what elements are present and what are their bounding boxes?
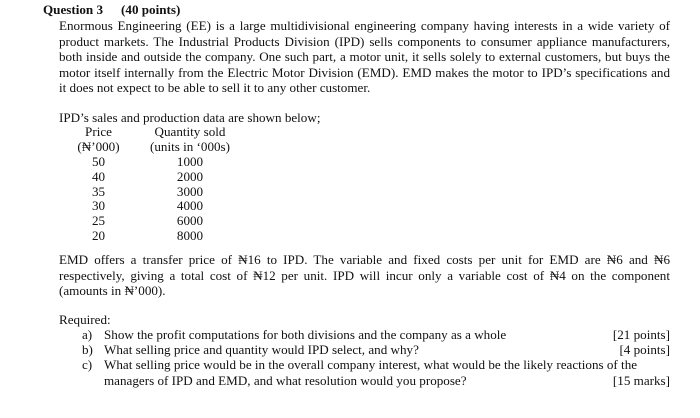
price-cell: 50 [91, 153, 106, 169]
price-cell: 30 [91, 198, 106, 214]
item-text: Show the profit computations for both divisions and the company as a whole [104, 327, 507, 342]
quantity-header: Quantity sold [154, 124, 226, 139]
scenario-paragraph: Enormous Engineering (EE) is a large multidivisional engineering company having interests in a wide variety of product markets. The Industrial Products Division (IPD) sells components to consumer appliance manufacturers, both inside and outside the company. One such part, a motor unit, it sells solely to external customers, but buys the motor itself internally from the Electric Motor Division (EMD). EMD makes the motor to IPD’s specifications and it does not expect to be able to sell it to any other customer. [59, 18, 670, 96]
quantity-cell: 6000 [176, 213, 204, 229]
item-points: [15 marks] [612, 372, 670, 388]
table-row [62, 154, 242, 169]
cost-paragraph: EMD offers a transfer price of ₦16 to IPD. The variable and fixed costs per unit for EMD are ₦6 and ₦6 respectively, giving a total cost of ₦12 per unit. IPD will incur only a variable cost of ₦4 on the component (amounts in ₦’000). [59, 252, 670, 299]
item-text: What selling price and quantity would IPD select, and why? [104, 342, 419, 357]
sales-table [62, 124, 242, 243]
question-number: Question 3 [43, 2, 104, 17]
price-unit: (₦’000) [77, 138, 120, 154]
quantity-cell: 2000 [176, 168, 204, 184]
table-row [62, 198, 242, 213]
table-header-row [62, 124, 242, 139]
required-item-a [82, 327, 670, 343]
quantity-cell: 4000 [176, 198, 204, 214]
table-row [62, 184, 242, 199]
price-cell: 35 [91, 183, 106, 199]
quantity-cell: 8000 [176, 228, 204, 244]
question-heading [43, 2, 180, 18]
price-cell: 20 [91, 228, 106, 244]
required-item-b [82, 342, 670, 358]
table-header-units-row [62, 139, 242, 154]
item-text: What selling price would be in the overall company interest, what would be the likely reactions of the [104, 357, 638, 372]
required-title: Required: [59, 312, 111, 327]
required-item-c [82, 357, 670, 388]
table-row [62, 213, 242, 228]
price-cell: 40 [91, 168, 106, 184]
table-intro: IPD’s sales and production data are shown below; [59, 110, 321, 125]
quantity-cell: 3000 [176, 183, 204, 199]
quantity-cell: 1000 [176, 153, 204, 169]
item-label: a) [82, 327, 93, 342]
quantity-unit: (units in ‘000s) [149, 138, 230, 154]
table-row [62, 228, 242, 243]
item-points: [4 points] [619, 342, 670, 357]
item-label: b) [82, 342, 93, 357]
question-points: (40 points) [121, 2, 181, 17]
price-cell: 25 [91, 213, 106, 229]
table-row [62, 169, 242, 184]
price-header: Price [85, 124, 112, 139]
item-text-continued: managers of IPD and EMD, and what resolution would you propose? [104, 372, 467, 388]
item-label: c) [82, 357, 93, 372]
item-points: [21 points] [612, 327, 670, 342]
